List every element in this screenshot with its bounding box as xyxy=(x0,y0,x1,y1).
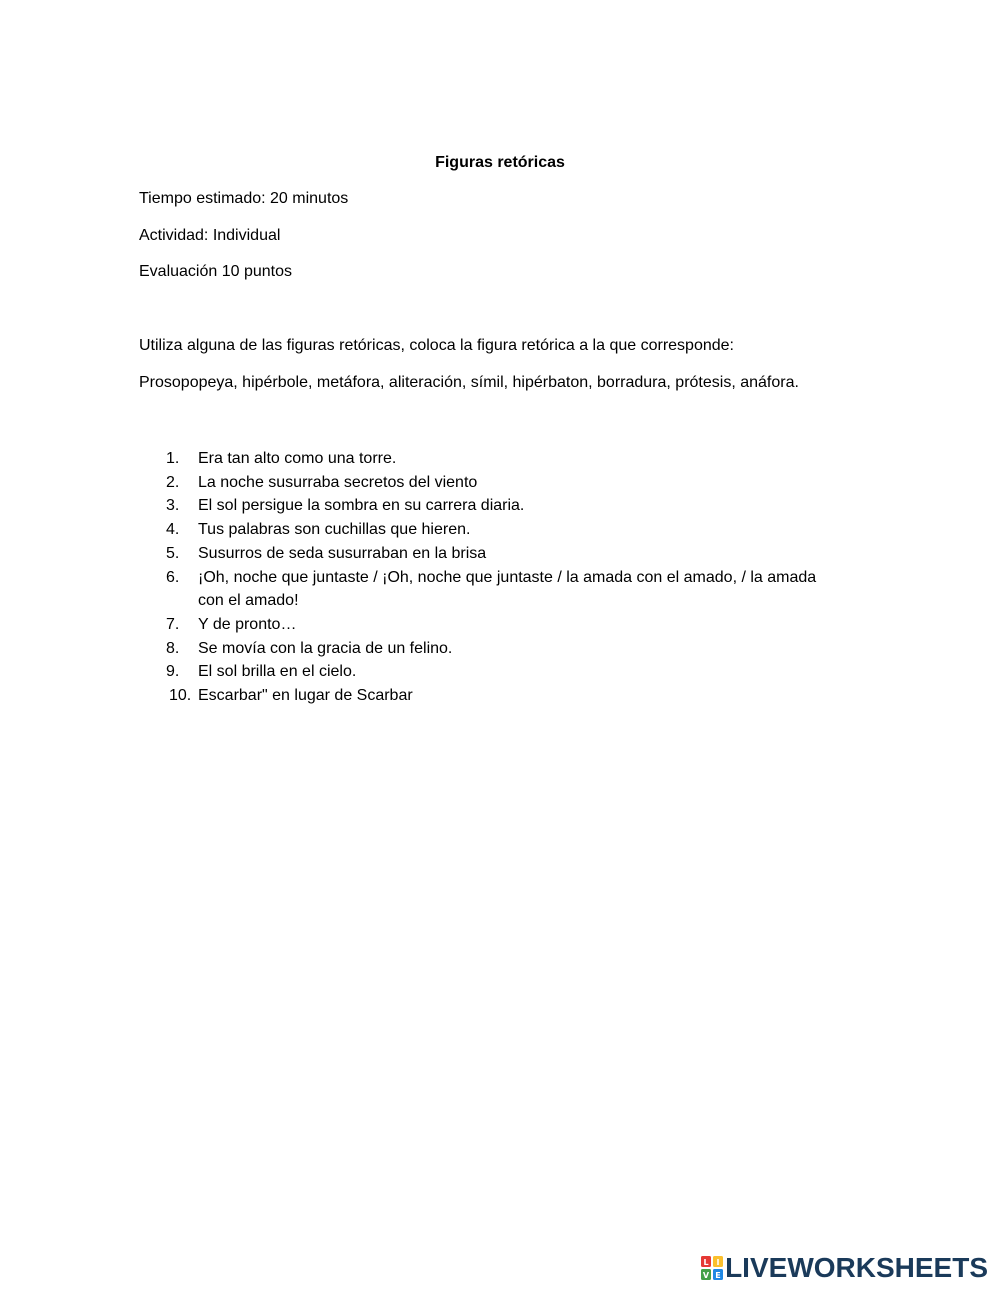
list-item xyxy=(139,613,839,637)
liveworksheets-brand xyxy=(701,1254,988,1282)
item-text: Y de pronto… xyxy=(198,615,297,633)
item-number: 7. xyxy=(166,615,180,633)
list-item xyxy=(139,447,839,471)
item-number: 3. xyxy=(166,497,180,515)
list-item xyxy=(139,494,839,518)
item-text: El sol persigue la sombra en su carrera diaria. xyxy=(198,497,525,515)
instructions: Utiliza alguna de las figuras retóricas, coloca la figura retórica a la que corresponde: xyxy=(139,337,734,354)
exercise-list xyxy=(139,447,839,708)
item-number: 6. xyxy=(166,568,180,586)
item-number: 10. xyxy=(169,687,192,705)
evaluation-points: Evaluación 10 puntos xyxy=(139,263,292,280)
item-text: La noche susurraba secretos del viento xyxy=(198,473,478,491)
item-number: 5. xyxy=(166,544,180,562)
activity-type: Actividad: Individual xyxy=(139,227,281,244)
svg-text:L: L xyxy=(703,1258,709,1267)
item-number: 1. xyxy=(166,450,180,467)
list-item xyxy=(139,566,839,613)
item-text: El sol brilla en el cielo. xyxy=(198,663,357,681)
liveworksheets-logo-icon xyxy=(701,1256,723,1280)
item-text: Era tan alto como una torre. xyxy=(198,450,397,467)
item-text: ¡Oh, noche que juntaste / ¡Oh, noche que juntaste / la amada con el amado, / la amada con el amado! xyxy=(198,568,817,610)
item-number: 2. xyxy=(166,473,180,491)
list-item xyxy=(139,471,839,495)
item-text: Tus palabras son cuchillas que hieren. xyxy=(198,521,471,539)
list-item xyxy=(139,684,839,708)
item-number: 9. xyxy=(166,663,180,681)
list-item xyxy=(139,542,839,566)
svg-text:I: I xyxy=(716,1258,720,1267)
list-item xyxy=(139,637,839,661)
brand-wordmark: LIVEWORKSHEETS xyxy=(725,1252,988,1283)
list-item xyxy=(139,518,839,542)
svg-text:V: V xyxy=(702,1271,710,1280)
svg-text:E: E xyxy=(715,1271,721,1280)
item-text: Se movía con la gracia de un felino. xyxy=(198,639,453,657)
worksheet-title: Figuras retóricas xyxy=(435,154,565,171)
item-text: Susurros de seda susurraban en la brisa xyxy=(198,544,487,562)
figure-options: Prosopopeya, hipérbole, metáfora, aliteración, símil, hipérbaton, borradura, prótesis, anáfora. xyxy=(139,374,799,391)
estimated-time: Tiempo estimado: 20 minutos xyxy=(139,190,349,207)
item-number: 8. xyxy=(166,639,180,657)
item-number: 4. xyxy=(166,521,180,539)
list-item xyxy=(139,660,839,684)
item-text: Escarbar" en lugar de Scarbar xyxy=(198,687,413,705)
